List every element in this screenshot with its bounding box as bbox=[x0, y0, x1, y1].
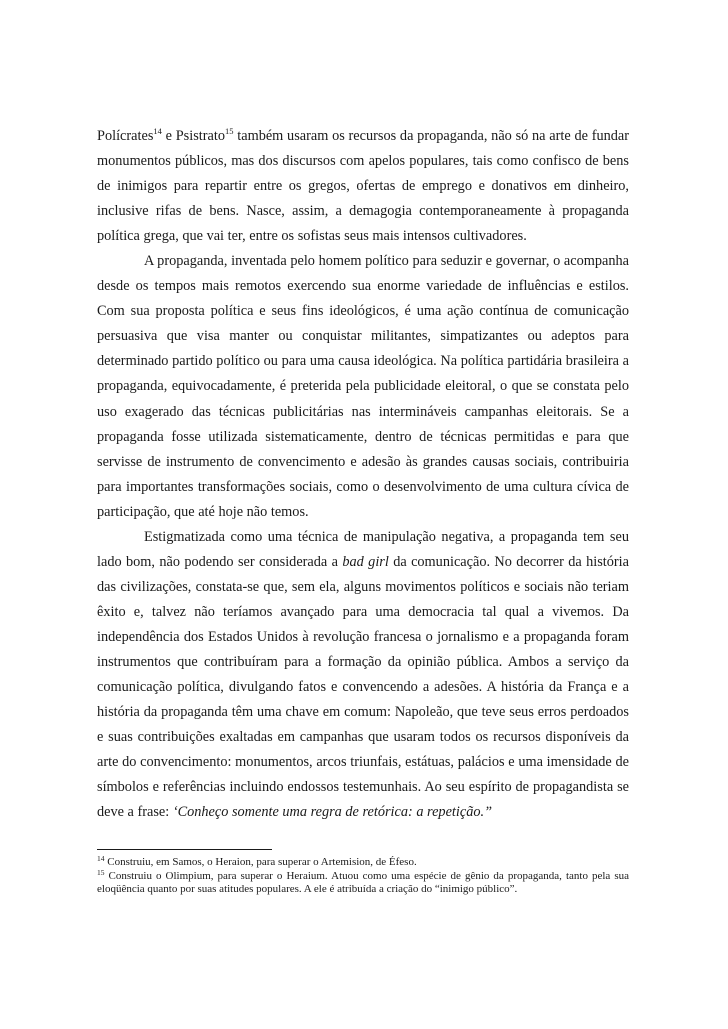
footnote-number: 15 bbox=[97, 867, 105, 877]
footnote-divider bbox=[97, 849, 272, 850]
footnote-number: 14 bbox=[97, 854, 105, 863]
footnote-ref-15[interactable]: 15 bbox=[225, 126, 234, 136]
footnote-15 bbox=[97, 867, 630, 897]
paragraph-1-text: também usaram os recursos da propaganda, não só na arte de fundar monumentos públicos, mas dos discursos com apelos populares, tais como confisco de bens de inimigos para repartir entre os gregos, ofertas de emprego e donativos em dinheiro, inclusive rifas de bens. Nasce, assim, a demagogia contemporaneamente à propaganda política grega, que vai ter, entre os sofistas seus mais intensos cultivadores. bbox=[97, 128, 630, 245]
footnote-text: Construiu o Olimpium, para superar o Heraium. Atuou como uma espécie de gênio da propaganda, tanto pela sua eloqüência quanto por suas atitudes populares. A ele é atribuída a criação do “inimigo público”. bbox=[97, 869, 630, 896]
paragraph-3-middle: da comunicação. No decorrer da história das civilizações, constata-se que, sem ela, alguns movimentos políticos e sociais não teriam êxito e, talvez não teríamos avançado para uma democracia tal qual a vivemos. Da independência dos Estados Unidos à revolução francesa o jornalismo e a propaganda foram instrumentos que contribuíram para a formação da opinião pública. Ambos a serviço da comunicação política, divulgando fatos e convencendo a adesões. A história da França e a história da propaganda têm uma chave em comum: Napoleão, que teve seus erros perdoados e suas contribuições exaltadas em campanhas que usaram todos os recursos disponíveis da arte do convencimento: monumentos, arcos triunfais, estátuas, palácios e uma imensidade de símbolos e referências incluindo endossos testemunhais. Ao seu espírito de propagandista se deve a frase: bbox=[97, 553, 629, 821]
paragraph-3 bbox=[97, 525, 629, 826]
footnote-text: Construiu, em Samos, o Heraion, para superar o Artemision, de Éfeso. bbox=[107, 856, 417, 868]
paragraph-1 bbox=[97, 124, 629, 249]
paragraph-3-start: Estigmatizada como uma técnica de manipulação negativa, a propaganda tem seu lado bom, não podendo ser considerada a bbox=[97, 528, 629, 570]
italic-term-bad-girl: bad girl bbox=[342, 553, 389, 570]
napoleon-quote: ‘Conheço somente uma regra de retórica: a repetição.” bbox=[172, 804, 493, 821]
word-polycrates: Polícrates bbox=[97, 128, 154, 144]
footnotes bbox=[97, 856, 629, 897]
paragraph-1-connector: e Psistrato bbox=[165, 128, 225, 144]
footnote-14 bbox=[97, 856, 629, 870]
footnote-ref-14[interactable]: 14 bbox=[153, 126, 162, 136]
body-text bbox=[97, 124, 629, 825]
paragraph-2: A propaganda, inventada pelo homem político para seduzir e governar, o acompanha desde os tempos mais remotos exercendo sua enorme variedade de influências e estilos. Com sua proposta política e seus fins ideológicos, é uma ação contínua de comunicação persuasiva que visa manter ou conquistar militantes, simpatizantes ou adeptos para determinado partido político ou para uma causa ideológica. Na política partidária brasileira a propaganda, equivocadamente, é preterida pela publicidade eleitoral, o que se constata pelo uso exagerado das técnicas publicitárias nas intermináveis campanhas eleitorais. Se a propaganda fosse utilizada sistematicamente, dentro de técnicas permitidas e para que servisse de instrumento de convencimento e adesão às grandes causas sociais, contribuiria para importantes transformações sociais, como o desenvolvimento de uma cultura cívica de participação, que até hoje não temos. bbox=[97, 253, 629, 520]
